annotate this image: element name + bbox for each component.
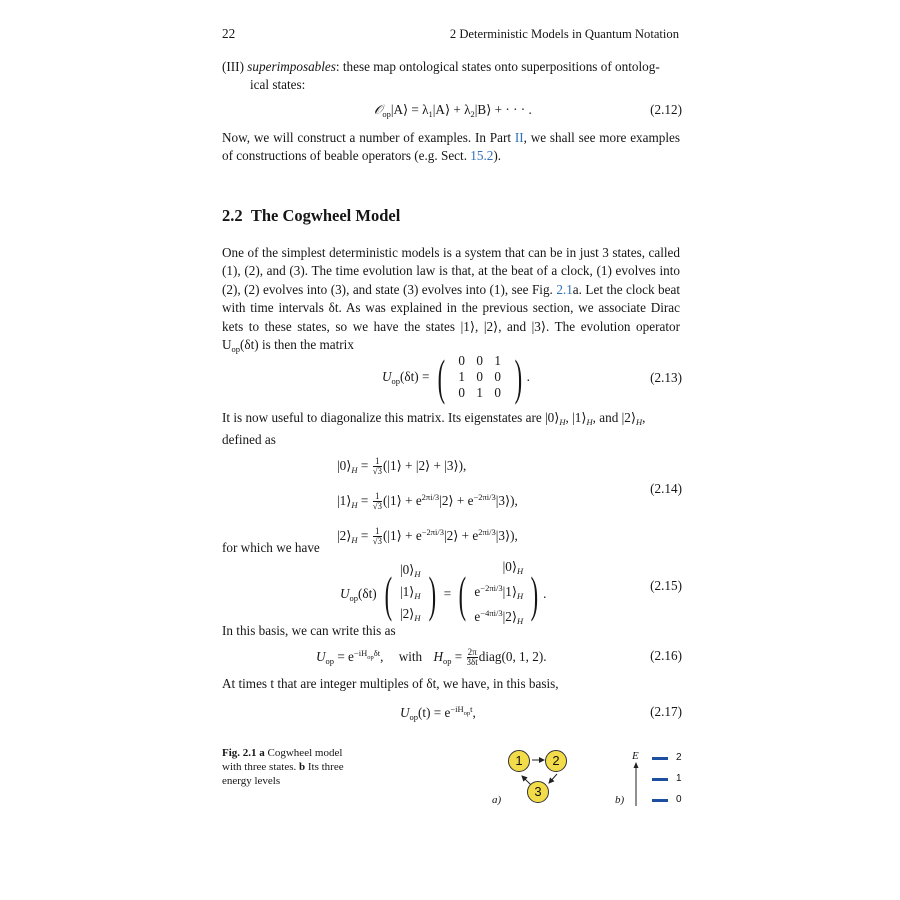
section-number: 2.2 [222,206,243,225]
matrix-row: 0 1 0 [458,385,501,400]
eq-2-12-body-2: |A⟩ + λ [432,102,471,117]
eq-2-12-operator: 𝒪 [374,102,383,117]
item-iii-text-1: : these map ontological states onto superpositions of ontolog- [335,59,660,74]
matrix-row: 1 0 0 [458,369,501,384]
right-state-vector: $|0⟩_H$ $e^{-2\pi i/3}|1⟩_H$ $e^{-4\pi i/3}|2⟩_H$ [474,559,524,626]
running-title: 2 Deterministic Models in Quantum Notation [449,27,679,41]
energy-level-label: 1 [676,773,682,784]
para3-line2: defined as [222,432,276,448]
text-for-which: for which we have [222,540,320,555]
eq-2-13-sub: op [391,375,401,386]
eq-number-2-14: (2.14) [650,481,682,496]
eq-2-12-body-1: |A⟩ = λ [390,102,429,117]
matrix-row: 0 0 1 [458,353,501,368]
section-heading [222,206,400,226]
eq-2-12-sub: op [382,109,391,119]
para2-sub-op: op [231,344,241,355]
matrix-right-paren: ) [514,349,523,405]
paragraph-cogwheel-intro [222,244,680,358]
page-number: 22 [222,26,236,41]
para1-text-c: ). [493,148,502,164]
para3-text: It is now useful to diagonalize this matrix. Its eigenstates are |0⟩ [222,410,560,425]
eq-2-13-arg: (δt) = [400,368,430,384]
caption-label: Fig. 2.1 [222,747,257,759]
state-node-3: 3 [527,781,549,803]
para1-text-a: Now, we will construct a number of examples. In Part [222,130,515,145]
equation-2-17: $U_{op}(t) = e^{-iH_{op}t}$, [400,704,476,722]
equation-2-15: $U_{op}(\delta t)$ ( $|0⟩_H$ $|1⟩_H$ $|2⟩_H$ ) = ( $|0⟩_H$ $e^{-2\pi i/3}|1⟩_H$ $e^{-4\pi i/3}|2⟩_H$ ) . [340,558,546,630]
item-iii-text-2: ical states: [250,77,306,93]
equation-2-13 [382,349,530,405]
text-in-basis: In this basis, we can write this as [222,623,396,638]
item-iii-term: superimposables [247,59,336,74]
para1-text-b: , we shall see more examples of constructions of beable operators (e.g. Sect. [222,130,680,164]
eq-2-14-line-1: $|1⟩_H$ = $\frac{1}{√3}$ (|1⟩ + $e^{2\pi i/3}|2⟩$ + $e^{-2\pi i/3}|3⟩$), [337,491,518,512]
energy-level-label: 0 [676,794,682,805]
link-sect-15-2[interactable]: 15.2 [470,148,494,164]
section-title: The Cogwheel Model [250,206,401,225]
eq-number-2-17: (2.17) [650,704,682,719]
eq-2-13-lhs: U [382,368,392,384]
eq-2-13-tail: . [526,369,530,384]
panel-a-label: a) [492,794,502,806]
matrix-left-paren: ( [437,349,445,405]
left-state-vector: $|0⟩_H$ $|1⟩_H$ $|2⟩_H$ [399,562,421,623]
state-node-1: 1 [508,750,530,772]
text-at-times: At times t that are integer multiples of δt, we have, in this basis, [222,676,559,691]
energy-level-line [652,757,668,760]
energy-level-line [652,778,668,781]
energy-level-label: 2 [676,752,682,763]
eq-2-12-body-3: |B⟩ + · · · . [474,102,532,117]
paragraph-examples [222,129,680,166]
eq-2-14-line-0: $|0⟩_H$ = $\frac{1}{√3}$ (|1⟩ + |2⟩ + |3⟩), [337,456,467,477]
eq-2-14-line-2: $|2⟩_H$ = $\frac{1}{√3}$ (|1⟩ + $e^{-2\pi i/3}|2⟩$ + $e^{2\pi i/3}|3⟩$), [337,526,518,547]
link-fig-2-1[interactable]: 2.1 [556,281,573,297]
para2-text-c: (δt) is then the matrix [240,337,354,353]
energy-axis-label: E [632,750,639,762]
link-part-ii[interactable]: II [514,130,524,145]
energy-level-line [652,799,668,802]
equation-2-14 [337,452,518,554]
evolution-matrix [453,353,507,401]
eq-number-2-13: (2.13) [650,370,682,385]
eq-number-2-12: (2.12) [650,102,682,117]
equation-2-12: 𝒪$_{op}$|A⟩ = $\lambda_1|A⟩$ + $\lambda_2|B⟩$ + · · · . [374,102,532,119]
item-iii-label: (III) [222,59,244,74]
panel-b-label: b) [615,794,625,806]
figure-caption: Fig. 2.1 a Cogwheel model with three states. b Its three energy levels [222,747,344,788]
energy-axis-arrow [632,762,640,808]
state-node-2: 2 [545,750,567,772]
item-iii [222,58,682,95]
equation-2-16: $U_{op} = e^{-iH_{op}\delta t}$, with $H_{op}$ = $\frac{2\pi}{3\delta t}$ diag(0, 1, 2). [316,647,547,668]
arrow-2-to-3 [549,774,557,783]
para2-text-b: a. Let the clock beat with time intervals δt. As was explained in the previous section, we associate Dirac kets to these states, so we have the states |1⟩, |2⟩, and |3⟩. The evolution operator U [222,281,680,353]
eq-number-2-15: (2.15) [650,578,682,593]
para2-text-a: One of the simplest deterministic models is a system that can be in just 3 states, called (1), (2), and (3). The time evolution law is that, at the beat of a clock, (1) evolves into (2), (2) evolves into (3), and state (3) evolves into (1), see Fig. [222,245,680,297]
eq-number-2-16: (2.16) [650,648,682,663]
paragraph-diagonalize: It is now useful to diagonalize this matrix. Its eigenstates are $|0⟩_H$, $|1⟩_H$, and $|2⟩_H$, defined as [222,410,646,448]
